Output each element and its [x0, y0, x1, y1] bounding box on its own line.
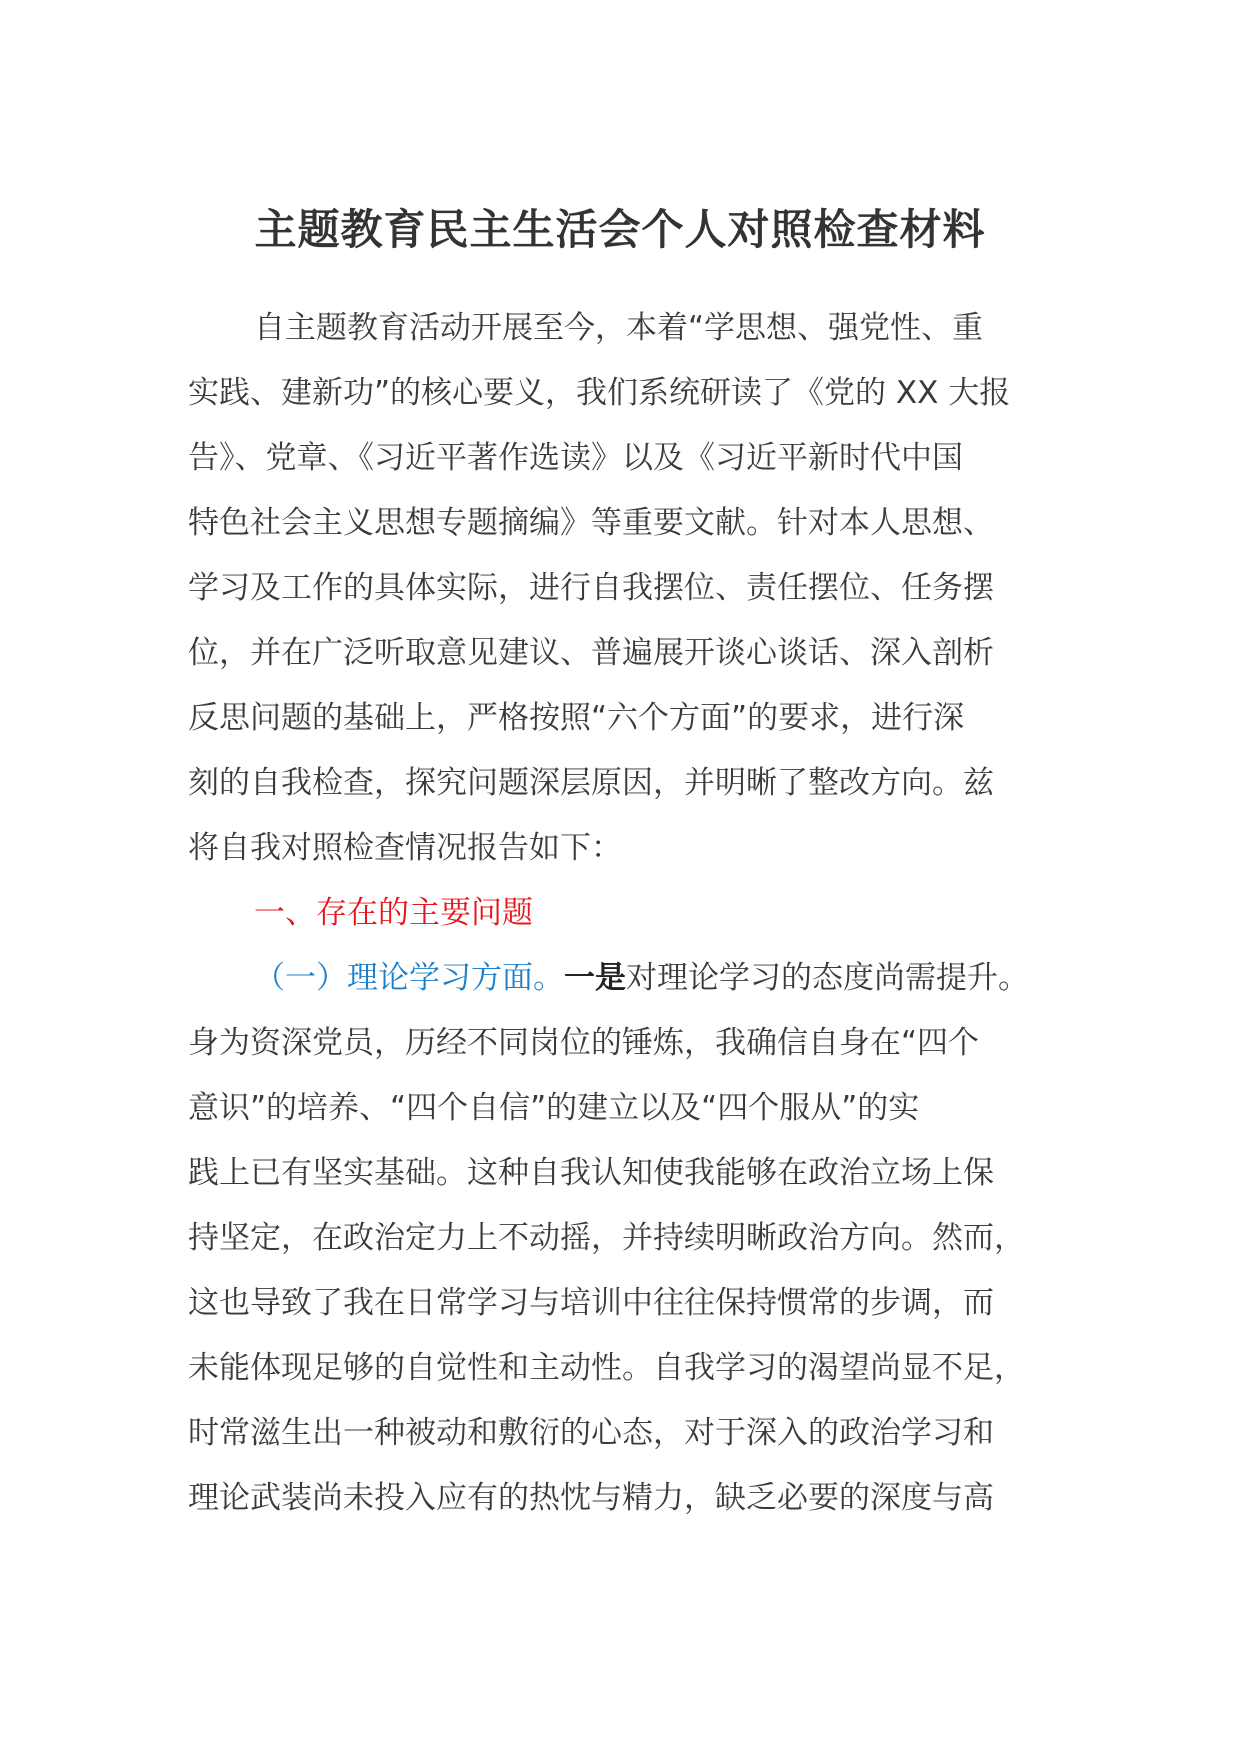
paragraph-line: 刻的自我检查，探究问题深层原因，并明晰了整改方向。兹	[188, 765, 994, 801]
document-body	[188, 296, 1058, 1531]
paragraph-line: 将自我对照检查情况报告如下：	[188, 830, 622, 866]
paragraph-line: 未能体现足够的自觉性和主动性。自我学习的渴望尚显不足，	[188, 1350, 1025, 1386]
paragraph-line: 实践、建新功”的核心要义，我们系统研读了《党的 XX 大报	[188, 375, 1011, 411]
document-title: 主题教育民主生活会个人对照检查材料	[254, 205, 986, 254]
subsection-lead: 一是	[564, 960, 626, 996]
subsection-text: 对理论学习的态度尚需提升。	[626, 960, 1029, 996]
paragraph-line: 自主题教育活动开展至今，本着“学思想、强党性、重	[254, 310, 984, 346]
section-heading: 一、存在的主要问题	[254, 895, 533, 931]
subsection-line	[188, 946, 1058, 1011]
paragraph-line: 持坚定，在政治定力上不动摇，并持续明晰政治方向。然而，	[188, 1220, 1025, 1256]
paragraph-line: 身为资深党员，历经不同岗位的锤炼，我确信自身在“四个	[188, 1025, 980, 1061]
paragraph-line: 告》、党章、《习近平著作选读》以及《习近平新时代中国	[188, 440, 963, 476]
paragraph-line: 理论武装尚未投入应有的热忱与精力，缺乏必要的深度与高	[188, 1480, 994, 1516]
paragraph-line: 时常滋生出一种被动和敷衍的心态，对于深入的政治学习和	[188, 1415, 994, 1451]
paragraph-line: 践上已有坚实基础。这种自我认知使我能够在政治立场上保	[188, 1155, 994, 1191]
subsection-heading: （一）理论学习方面。	[254, 960, 564, 996]
paragraph-line: 位，并在广泛听取意见建议、普遍展开谈心谈话、深入剖析	[188, 635, 994, 671]
paragraph-line: 这也导致了我在日常学习与培训中往往保持惯常的步调，而	[188, 1285, 994, 1321]
paragraph-line: 特色社会主义思想专题摘编》等重要文献。针对本人思想、	[188, 505, 994, 541]
paragraph-line: 学习及工作的具体实际，进行自我摆位、责任摆位、任务摆	[188, 570, 994, 606]
paragraph-line: 意识”的培养、“四个自信”的建立以及“四个服从”的实	[188, 1090, 920, 1126]
paragraph-line: 反思问题的基础上，严格按照“六个方面”的要求，进行深	[188, 700, 965, 736]
